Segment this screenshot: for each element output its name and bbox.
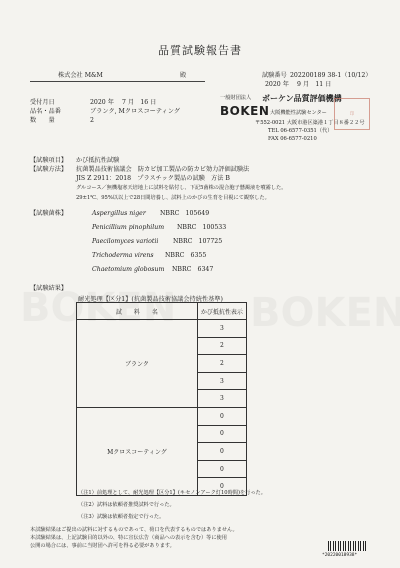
barcode [328,541,368,551]
info-value-quantity: 2 [90,117,94,124]
strain-code-3: NBRC 107725 [173,238,223,245]
test-method-label: 【試験方法】 [30,166,68,173]
client-underline [30,81,205,82]
org-seal-stamp: 印 [334,98,370,130]
strain-name-5: Chaetomium globosum [92,266,165,273]
results-subtitle: 耐光処理【区分1】(抗菌製品技術協議会持続性基準) [78,296,223,303]
rating-cell: 3 [197,390,246,408]
footer-line-2: 本試験結果は、上記試験目的以外の、特に宣伝広告（商品への表示を含む）等に使用 [30,535,227,541]
test-method-line-1: 抗菌製品技術協議会 防カビ加工製品の防カビ効力評価試験法 [76,166,250,173]
strain-code-2: NBRC 100533 [177,224,227,231]
document-title: 品質試験報告書 [158,44,242,57]
org-address: 〒552-0021 大阪市港区築港１丁目８番２２号 [255,120,365,126]
report-date: 2020 年 9 月 11 日 [265,81,332,88]
strain-code-1: NBRC 105649 [160,210,210,217]
rating-cell: 0 [197,425,246,443]
report-number: 202200189 38-1（10/12） [290,72,372,79]
rating-cell: 0 [197,407,246,425]
test-method-line-2: JIS Z 2911：2018 プラスチック製品の試験 方法 B [76,175,230,182]
org-branch: 大阪機能性試験センター [270,110,327,116]
org-name: ボーケン品質評価機構 [262,94,342,103]
results-header-sample: 試 料 名 [77,303,198,320]
info-label-received: 受付月日 [30,99,55,106]
rating-cell: 0 [197,443,246,461]
strain-name-4: Trichoderma virens [92,252,154,259]
rating-cell: 2 [197,355,246,373]
test-item-value: かび抵抗性試験 [76,157,120,164]
footer-line-1: 本試験結果はご提出の試料に対するものであって、荷口を代表するものではありません。 [30,527,238,533]
rating-cell: 0 [197,478,246,496]
results-header-rating: かび抵抗性表示 [197,303,246,320]
info-value-received: 2020 年 7 月 16 日 [90,99,157,106]
barcode-text: *20220018938* [322,553,358,558]
results-table [76,302,247,496]
test-method-line-3: グルコース／無機塩寒天培地上に試料を貼付し、下記5菌株の混合胞子懸濁液を噴霧した。 [76,185,287,191]
sample-name-blank: ブランク [77,320,198,408]
info-label-quantity: 数 量 [30,117,55,124]
org-tel: TEL 06-6577-0351（代） [268,128,333,134]
watermark-right [250,290,400,336]
note-1: （注1）前処理として、耐光処理【区分1】(キセノンアーク灯10時間)を行った。 [78,490,266,496]
strain-name-2: Penicillium pinophilum [92,224,165,231]
boken-logo: BOKEN [220,104,270,118]
rating-cell: 2 [197,337,246,355]
test-item-label: 【試験項目】 [30,157,68,164]
footer-line-3: 公開の場合には、事前に当財団へ許可を得る必要があります。 [30,543,175,549]
note-2: （注2）試料は依頼者推奨試料で行った。 [78,502,175,508]
org-fax: FAX 06-6577-0210 [268,136,317,142]
results-label: 【試験結果】 [30,285,68,292]
rating-cell: 3 [197,320,246,338]
test-strains-label: 【試験菌株】 [30,210,68,217]
strain-code-5: NBRC 6347 [172,266,214,273]
report-number-label: 試験番号 [262,72,287,79]
note-3: （注3）試験は依頼者指定で行った。 [78,514,165,520]
rating-cell: 0 [197,460,246,478]
org-corp-type: 一般財団法人 [220,95,252,101]
client-name: 株式会社 M&M [58,72,103,79]
info-value-product: ブランク, Mクロスコーティング [90,108,180,115]
info-label-product: 品名・品番 [30,108,61,115]
rating-cell: 3 [197,372,246,390]
client-suffix: 殿 [180,72,187,79]
test-method-line-4: 29±1℃、95%以以上で28日間培養し、試料上のかびの生育を目視にて観察した。 [76,195,270,201]
sample-name-mcross-coating: Mクロスコーティング [77,407,198,495]
strain-name-3: Paecilomyces variotii [92,238,159,245]
strain-name-1: Aspergillus niger [92,210,146,217]
strain-code-4: NBRC 6355 [165,252,207,259]
